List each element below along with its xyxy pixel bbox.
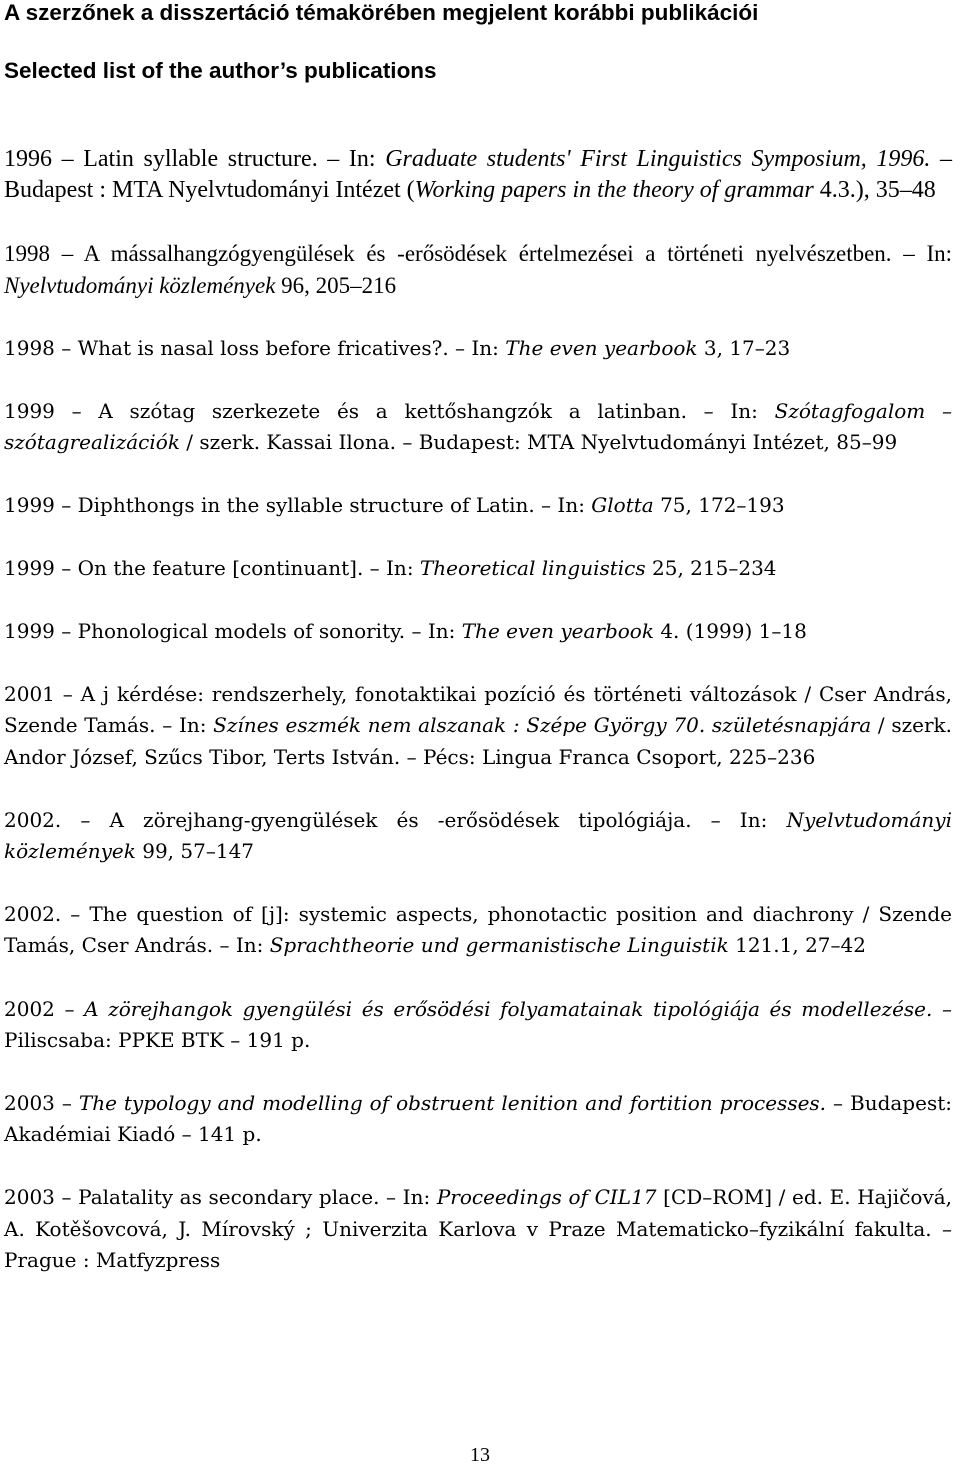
entry-title-italic: Working papers in the theory of grammar [414,177,814,204]
entry-title-italic: The even yearbook [461,619,654,644]
entry-title-italic: Glotta [591,493,654,518]
entry-title-italic: Proceedings of CIL17 [436,1185,657,1210]
publication-entry [4,490,952,521]
publication-entry [4,1182,952,1276]
entry-title-italic: Theoretical linguistics [419,556,646,581]
publication-entry [4,1088,952,1150]
entry-text: / szerk. Kassai Ilona. – Budapest: MTA Nyelvtudományi Intézet, 85–99 [179,430,898,455]
entry-text: 1999 – A szótag szerkezete és a kettőshangzók a latinban. – In: [4,398,775,423]
entry-text: 96, 205–216 [275,272,397,298]
page-number: 13 [470,1444,490,1466]
publication-entry [4,238,952,300]
publication-list [4,144,952,1308]
entry-text: 121.1, 27–42 [728,933,866,958]
publication-entry [4,679,952,773]
entry-title-italic: Nyelvtudományi közlemények [4,272,276,298]
entry-title-italic: The even yearbook [505,335,698,360]
entry-text: 1996 – Latin syllable structure. – In: [4,146,386,172]
entry-text: – Piliscsaba: PPKE BTK – 191 p. [4,996,953,1052]
entry-text: – Budapest : MTA Nyelvtudományi Intézet ( [4,146,952,204]
entry-title-italic: The typology and modelling of obstruent lenition and fortition processes. [78,1091,827,1116]
publication-entry [4,144,952,206]
entry-title-italic: Színes eszmék nem alszanak : Szépe György 70. születésnapjára [213,713,872,738]
entry-title-italic: Sprachtheorie und germanistische Linguistik [269,933,729,958]
entry-text: 75, 172–193 [653,493,785,518]
entry-text: / szerk. Andor József, Szűcs Tibor, Terts István. – Pécs: Lingua Franca Csoport, 225–236 [4,713,952,769]
entry-text: 1999 – Phonological models of sonority. – In: [4,619,462,644]
entry-title-italic: Szótagfogalom – szótagrealizációk [4,398,952,455]
entry-text: 3, 17–23 [697,335,791,360]
entry-text: – Budapest: Akadémiai Kiadó – 141 p. [4,1091,952,1147]
publication-entry [4,616,952,647]
entry-text: 2001 – A j kérdése: rendszerhely, fonotaktikai pozíció és történeti változások / Cser András, Szende Tamás. – In: [4,682,952,738]
publication-entry [4,553,952,584]
publication-entry [4,333,952,364]
entry-text: 2002. – The question of [j]: systemic aspects, phonotactic position and diachrony / Szende Tamás, Cser András. – In: [4,902,952,958]
entry-text: 25, 215–234 [645,556,777,581]
entry-text: 4.3.), 35–48 [813,177,936,204]
heading-hungarian: A szerzőnek a disszertáció témakörében megjelent korábbi publikációi [4,0,759,25]
entry-text: [CD–ROM] / ed. E. Hajičová, A. Kotěšovcová, J. Mírovský ; Univerzita Karlova v Praze Matematicko–fyzikální fakulta. – Prague : Matfyzpress [4,1185,953,1272]
entry-title-italic: Nyelvtudományi közlemények [4,807,952,864]
entry-text: 1998 – A mássalhangzógyengülések és -erősödések értelmezései a történeti nyelvészetben. – In: [4,241,952,267]
entry-title-italic: A zörejhangok gyengülési és erősödési folyamatainak tipológiája és modellezése. [84,996,933,1021]
entry-text: 99, 57–147 [135,839,255,864]
entry-title-italic: Graduate students' First Linguistics Symposium, 1996. [385,146,931,172]
entry-text: 4. (1999) 1–18 [653,619,807,644]
entry-text: 1998 – What is nasal loss before fricatives?. – In: [4,335,506,360]
publication-entry [4,899,952,961]
publication-entry [4,396,952,458]
entry-text: 2002. – A zörejhang-gyengülések és -erősödések tipológiája. – In: [4,807,787,832]
publication-entry [4,805,952,867]
entry-text: 1999 – Diphthongs in the syllable structure of Latin. – In: [4,493,592,518]
entry-text: 2002 – [4,996,85,1021]
entry-text: 2003 – Palatality as secondary place. – In: [4,1185,437,1210]
publication-entry [4,994,952,1056]
entry-text: 1999 – On the feature [continuant]. – In: [4,556,420,581]
entry-text: 2003 – [4,1091,79,1116]
heading-english: Selected list of the author’s publications [4,58,437,83]
